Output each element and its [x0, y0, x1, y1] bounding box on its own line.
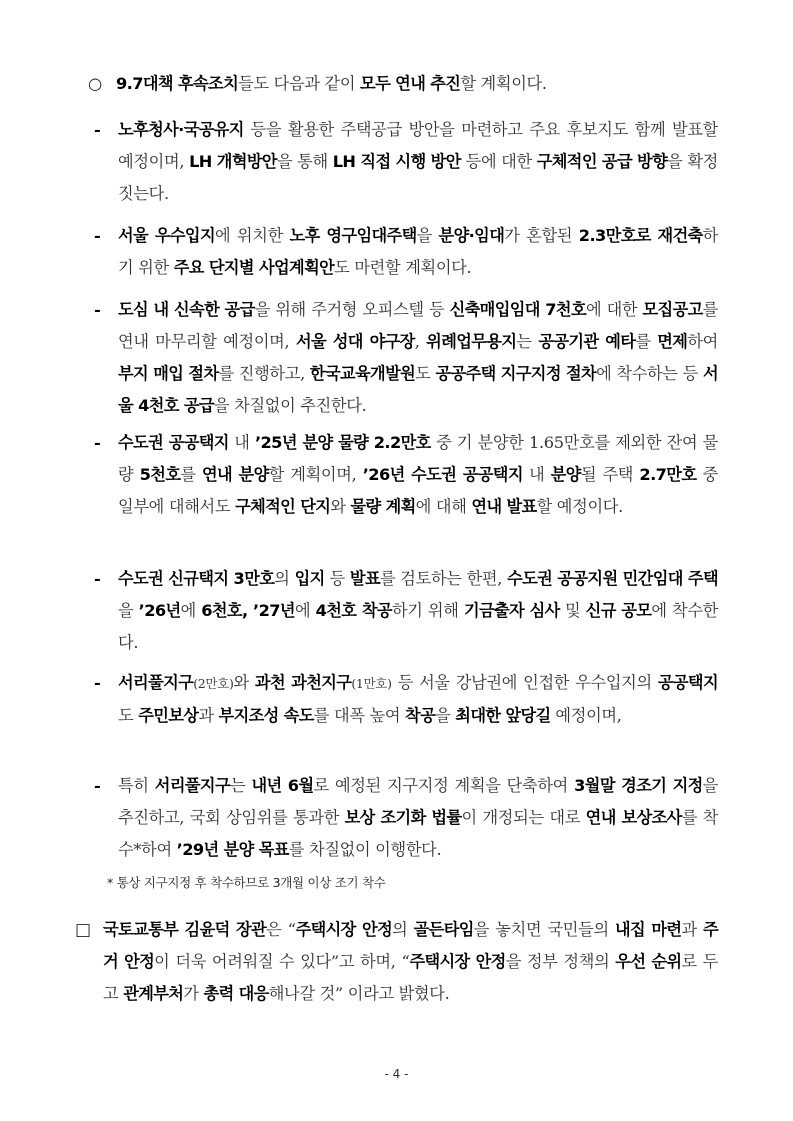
body-text: 및 — [559, 601, 586, 620]
body-text: 를 대폭 높여 — [313, 706, 406, 725]
emphasis-text: 총력 대응 — [203, 984, 269, 1003]
body-text: 의 — [274, 569, 295, 588]
body-text: 의 — [392, 920, 414, 939]
body-text: 은 “ — [266, 920, 296, 939]
emphasis-text: 최대한 앞당길 — [455, 706, 551, 725]
bullet-body — [118, 114, 718, 210]
emphasis-text: 주택시장 안정 — [409, 952, 506, 971]
body-text: 를 진행하고, — [218, 364, 310, 383]
bullet-item-old-offices — [94, 114, 718, 210]
emphasis-text: 부지조성 속도 — [218, 706, 314, 725]
body-text: 로 예정된 지구지정 계획을 단축하여 — [313, 776, 575, 795]
body-text: 을 놓치면 국민들의 — [473, 920, 615, 939]
body-text: 등 — [324, 569, 350, 588]
emphasis-text: 주거 안정 — [103, 920, 719, 971]
body-text: 예정이며, — [550, 706, 622, 725]
emphasis-text: 위례업무용지 — [426, 332, 517, 351]
bullet-body — [118, 220, 718, 284]
body-text: 을 — [118, 601, 139, 620]
paragraph-body — [103, 914, 718, 1010]
emphasis-text: ’29년 분양 목표 — [176, 840, 289, 859]
emphasis-text: 노후청사·국공유지 — [118, 120, 244, 139]
body-text: 에 대한 — [586, 300, 643, 319]
body-text: 하기 위해 — [391, 601, 464, 620]
emphasis-text: 관계부처 — [123, 984, 184, 1003]
body-text: 에 착수하는 등 — [596, 364, 703, 383]
body-text: 이 개정되는 대로 — [461, 808, 586, 827]
dash-bullet-icon: - — [94, 433, 101, 452]
body-text: 과 — [681, 920, 703, 939]
footnote: * 통상 지구지정 후 착수하므로 3개월 이상 조기 착수 — [107, 875, 386, 890]
body-text: 등을 활용한 주택공급 방안을 마련하고 주요 후보지도 함께 발표할 예정이며, — [118, 120, 718, 171]
body-text: 로 두고 — [103, 952, 718, 1003]
emphasis-text: 4천호 착공 — [315, 601, 392, 620]
body-text: 될 주택 — [580, 465, 640, 484]
emphasis-text: ’25년 분양 물량 2.2만호 — [254, 433, 431, 452]
emphasis-text: 모집공고 — [642, 300, 703, 319]
body-text: , — [414, 332, 427, 351]
dash-bullet-icon: - — [94, 776, 101, 795]
body-text: 을 정부 정책의 — [505, 952, 616, 971]
body-text: 하여 — [687, 332, 718, 351]
body-text: 와 — [330, 497, 351, 516]
body-text: 하기 위한 — [118, 226, 718, 277]
body-text: 을 통해 — [276, 152, 333, 171]
emphasis-text: 수도권 공공지원 민간임대 주택 — [507, 569, 718, 588]
emphasis-text: 물량 계획 — [350, 497, 416, 516]
body-text: (1만호) — [351, 676, 392, 691]
emphasis-text: 발표 — [349, 569, 380, 588]
emphasis-text: 2.3만호로 재건축 — [578, 226, 703, 245]
emphasis-text: 내집 마련 — [614, 920, 682, 939]
body-text: 를 — [635, 332, 658, 351]
body-text: 를 차질없이 이행한다. — [288, 840, 442, 859]
emphasis-text: ’26년 — [138, 601, 181, 620]
body-text: 를 착수*하여 — [118, 808, 718, 859]
emphasis-text: 분양·임대 — [438, 226, 505, 245]
emphasis-text: 내년 6월 — [251, 776, 314, 795]
emphasis-text: 서리풀지구 — [154, 776, 230, 795]
body-text: 는 — [229, 776, 252, 795]
body-text: 에 — [180, 601, 202, 620]
emphasis-text: 주택시장 안정 — [295, 920, 393, 939]
emphasis-text: 공공택지 — [657, 673, 718, 692]
body-text: 특히 — [118, 776, 155, 795]
emphasis-text: 노후 영구임대주택 — [289, 226, 417, 245]
body-text: 을 차질없이 추진한다. — [213, 396, 367, 415]
emphasis-text: 연내 분양 — [202, 465, 269, 484]
bullet-body — [118, 427, 718, 523]
body-text: 를 연내 마무리할 예정이며, — [118, 300, 719, 351]
body-text: 을 추진하고, 국회 상임위를 통과한 — [118, 776, 718, 827]
emphasis-text: 공공주택 지구지정 절차 — [435, 364, 597, 383]
emphasis-text: 공공기관 예타 — [538, 332, 636, 351]
emphasis-text: 연내 발표 — [471, 497, 537, 516]
emphasis-text: 신규 공모 — [585, 601, 652, 620]
body-text: 중 기 분양한 1.65만호를 제외한 잔여 물량 — [118, 433, 719, 484]
body-text: 도 — [415, 364, 436, 383]
emphasis-text: 착공 — [405, 706, 436, 725]
emphasis-text: 서울 성대 야구장 — [295, 332, 415, 351]
emphasis-text: 주민보상 — [138, 706, 199, 725]
body-text: 가 — [183, 984, 204, 1003]
emphasis-text: ’26년 수도권 공공택지 — [362, 465, 523, 484]
bullet-item-public-land-sales — [94, 427, 718, 523]
body-text: 과 — [198, 706, 219, 725]
body-text: 와 — [233, 673, 255, 692]
body-text: 도 마련할 계획이다. — [334, 258, 472, 277]
emphasis-text: 구체적인 공급 방향 — [536, 152, 668, 171]
emphasis-text: 서울 우수입지 — [118, 226, 215, 245]
emphasis-text: 서울 4천호 공급 — [118, 364, 718, 415]
circle-bullet-icon: ○ — [88, 74, 102, 93]
body-text: 내 — [522, 465, 551, 484]
dash-bullet-icon: - — [94, 226, 101, 245]
emphasis-text: LH 개혁방안 — [189, 152, 277, 171]
emphasis-text: 주요 단지별 사업계획안 — [173, 258, 335, 277]
emphasis-text: 보상 조기화 법률 — [344, 808, 462, 827]
body-text: 에 위치한 — [215, 226, 290, 245]
emphasis-text: 구체적인 단지 — [235, 497, 331, 516]
bullet-body — [118, 563, 718, 659]
body-text: 해나갈 것” 이라고 밝혔다. — [268, 984, 450, 1003]
emphasis-text: 과천 과천지구 — [254, 673, 352, 692]
emphasis-text: 국토교통부 김윤덕 장관 — [103, 920, 267, 939]
body-text: 를 — [180, 465, 202, 484]
body-text: 는 — [516, 332, 539, 351]
body-text: 할 계획이며, — [268, 465, 363, 484]
emphasis-text: 면제 — [657, 332, 688, 351]
emphasis-text: 입지 — [294, 569, 325, 588]
emphasis-text: 골든타임 — [413, 920, 474, 939]
emphasis-text: 모두 연내 추진 — [360, 74, 461, 93]
emphasis-text: 한국교육개발원 — [309, 364, 416, 383]
paragraph-body — [116, 68, 728, 100]
emphasis-text: 수도권 신규택지 3만호 — [118, 569, 275, 588]
emphasis-text: 2.7만호 — [639, 465, 697, 484]
emphasis-text: 수도권 공공택지 — [118, 433, 229, 452]
dash-bullet-icon: - — [94, 673, 101, 692]
emphasis-text: LH 직접 시행 방안 — [332, 152, 461, 171]
emphasis-text: 서리풀지구 — [118, 673, 194, 692]
bullet-item-gangnam-adjacent — [94, 667, 718, 732]
dash-bullet-icon: - — [94, 300, 101, 319]
emphasis-text: 기금출자 심사 — [463, 601, 560, 620]
bullet-item-rental-rebuild — [94, 220, 718, 284]
bullet-body — [118, 770, 718, 866]
body-text: 가 혼합된 — [504, 226, 579, 245]
body-text: 를 검토하는 한편, — [380, 569, 508, 588]
body-text: 할 계획이다. — [460, 74, 547, 93]
bullet-item-new-sites — [94, 563, 718, 659]
body-text: 에 착수한다. — [118, 601, 718, 652]
body-text: 에 대해 — [415, 497, 472, 516]
body-text: 중 일부에 대해서도 — [118, 465, 718, 516]
body-text: 도 — [118, 706, 139, 725]
emphasis-text: 연내 보상조사 — [585, 808, 682, 827]
dash-bullet-icon: - — [94, 120, 101, 139]
body-text: 을 — [416, 226, 439, 245]
emphasis-text: 6천호, ’27년 — [201, 601, 295, 620]
emphasis-text: 신축매입임대 7천호 — [449, 300, 586, 319]
body-text: 들도 다음과 같이 — [238, 74, 361, 93]
emphasis-text: 3월말 경조기 지정 — [574, 776, 703, 795]
body-text: 을 위해 주거형 오피스텔 등 — [254, 300, 450, 319]
bullet-body — [118, 294, 718, 422]
body-text: 을 — [435, 706, 456, 725]
body-text: 내 — [228, 433, 255, 452]
dash-bullet-icon: - — [94, 569, 101, 588]
body-text: 등 서울 강남권에 인접한 우수입지의 — [391, 673, 658, 692]
paragraph-followup-measures — [88, 68, 728, 100]
bullet-body — [118, 667, 718, 732]
emphasis-text: 도심 내 신속한 공급 — [118, 300, 255, 319]
emphasis-text: 분양 — [550, 465, 581, 484]
emphasis-text: 우선 순위 — [615, 952, 682, 971]
page-number: - 4 - — [384, 1067, 409, 1081]
body-text: 에 — [294, 601, 316, 620]
body-text: 을 확정짓는다. — [118, 152, 719, 203]
emphasis-text: 9.7대책 후속조치 — [116, 74, 239, 93]
body-text: 등에 대한 — [460, 152, 537, 171]
square-bullet-icon: □ — [75, 920, 91, 940]
body-text: (2만호) — [193, 676, 234, 691]
emphasis-text: 5천호 — [139, 465, 181, 484]
paragraph-minister-quote — [75, 914, 718, 1010]
emphasis-text: 부지 매입 절차 — [118, 364, 219, 383]
bullet-item-seoripul — [94, 770, 718, 866]
body-text: 할 예정이다. — [536, 497, 623, 516]
bullet-item-downtown-supply — [94, 294, 718, 422]
body-text: 이 더욱 어려워질 수 있다”고 하며, “ — [154, 952, 410, 971]
